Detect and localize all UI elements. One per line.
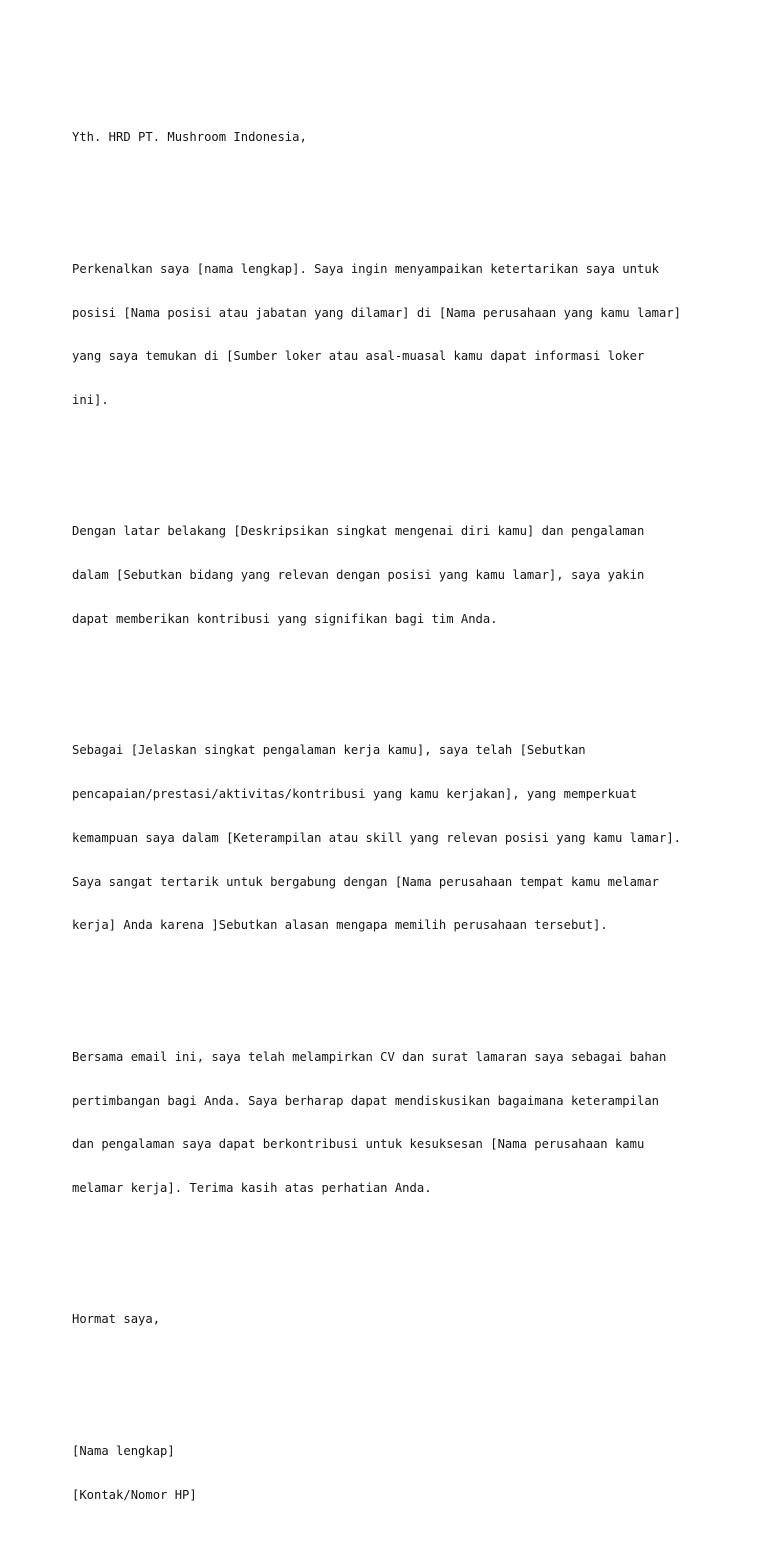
- paragraph-line: dapat memberikan kontribusi yang signifikan bagi tim Anda.: [72, 611, 498, 626]
- paragraph-line: melamar kerja]. Terima kasih atas perhatian Anda.: [72, 1181, 432, 1196]
- paragraph-attachment: [72, 1021, 712, 1225]
- closing-line: Hormat saya,: [72, 1312, 161, 1327]
- paragraph-line: ini].: [72, 393, 109, 408]
- letter-document: [72, 72, 712, 1561]
- paragraph-introduction: [72, 233, 712, 437]
- paragraph-line: dalam [Sebutkan bidang yang relevan dengan posisi yang kamu lamar], saya yakin: [72, 568, 645, 583]
- paragraph-line: kemampuan saya dalam [Keterampilan atau skill yang relevan posisi yang kamu lamar].: [72, 830, 682, 845]
- paragraph-line: Perkenalkan saya [nama lengkap]. Saya ingin menyampaikan ketertarikan saya untuk: [72, 261, 659, 276]
- signature-name: [Nama lengkap]: [72, 1443, 175, 1458]
- paragraph-line: pencapaian/prestasi/aktivitas/kontribusi yang kamu kerjakan], yang memperkuat: [72, 787, 637, 802]
- paragraph-line: yang saya temukan di [Sumber loker atau asal-muasal kamu dapat informasi loker: [72, 349, 645, 364]
- paragraph-line: Saya sangat tertarik untuk bergabung dengan [Nama perusahaan tempat kamu melamar: [72, 874, 659, 889]
- salutation-line: Yth. HRD PT. Mushroom Indonesia,: [72, 130, 307, 145]
- closing: [72, 1283, 712, 1356]
- paragraph-line: posisi [Nama posisi atau jabatan yang dilamar] di [Nama perusahaan yang kamu lamar]: [72, 305, 682, 320]
- paragraph-line: kerja] Anda karena ]Sebutkan alasan mengapa memilih perusahaan tersebut].: [72, 918, 608, 933]
- paragraph-line: dan pengalaman saya dapat berkontribusi untuk kesuksesan [Nama perusahaan kamu: [72, 1137, 645, 1152]
- paragraph-background: [72, 495, 712, 656]
- paragraph-line: pertimbangan bagi Anda. Saya berharap dapat mendiskusikan bagaimana keterampilan: [72, 1093, 659, 1108]
- signature-contact: [Kontak/Nomor HP]: [72, 1487, 197, 1502]
- salutation: [72, 101, 712, 174]
- signature: [72, 1415, 712, 1532]
- paragraph-experience: [72, 714, 712, 962]
- paragraph-line: Dengan latar belakang [Deskripsikan singkat mengenai diri kamu] dan pengalaman: [72, 524, 645, 539]
- paragraph-line: Bersama email ini, saya telah melampirkan CV dan surat lamaran saya sebagai bahan: [72, 1049, 667, 1064]
- paragraph-line: Sebagai [Jelaskan singkat pengalaman kerja kamu], saya telah [Sebutkan: [72, 743, 586, 758]
